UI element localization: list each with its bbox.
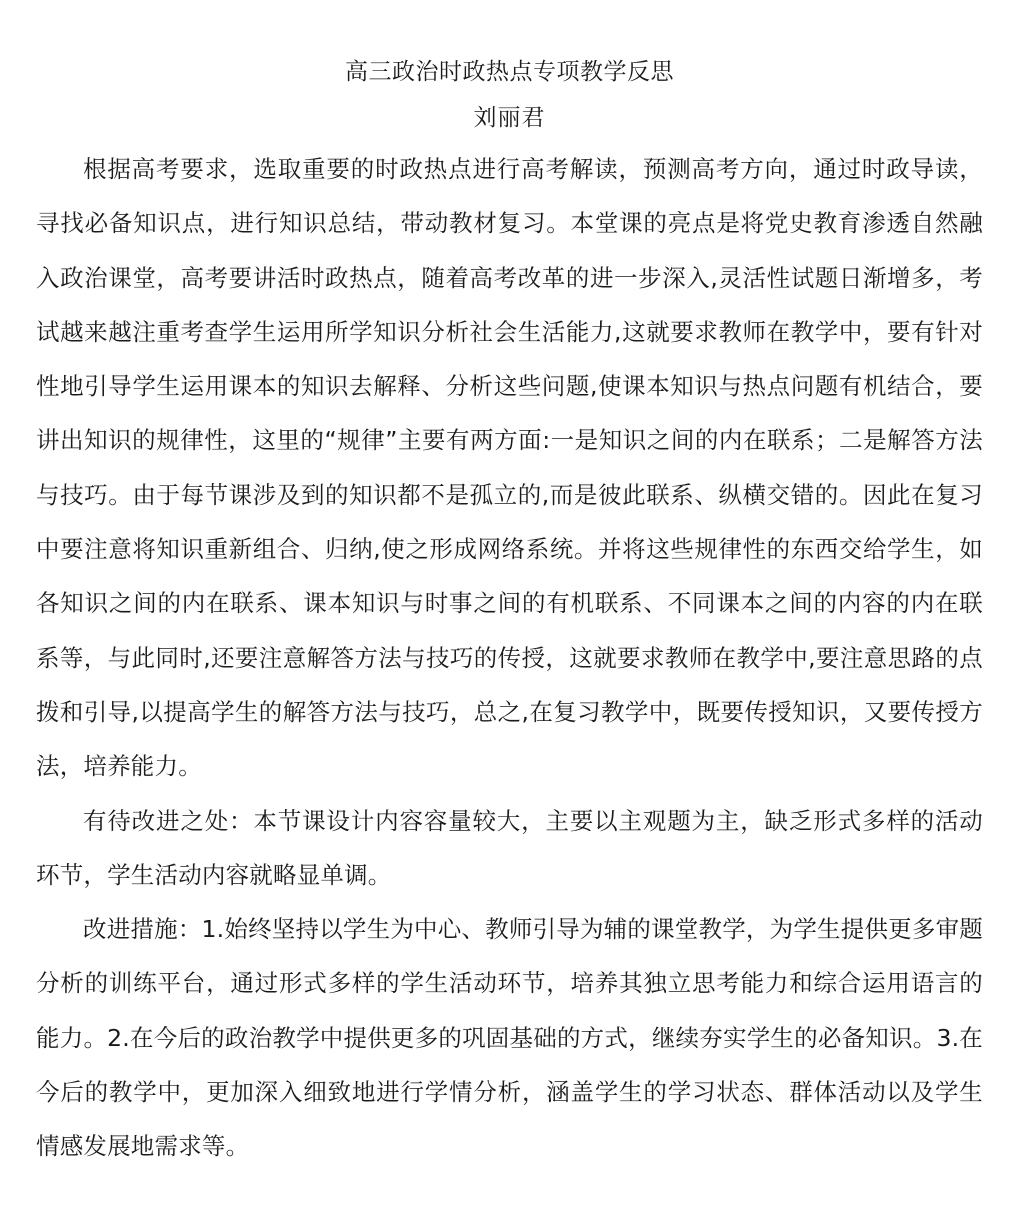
- document-title: 高三政治时政热点专项教学反思: [345, 59, 674, 85]
- paragraph-improvement-measures: 改进措施：1.始终坚持以学生为中心、教师引导为辅的课堂教学，为学生提供更多审题分析的训练平台，通过形式多样的学生活动环节，培养其独立思考能力和综合运用语言的能力。2.在今后的政治教学中提供更多的巩固基础的方式，继续夯实学生的必备知识。3.在今后的教学中，更加深入细致地进行学情分析，涵盖学生的学习状态、群体活动以及学生情感发展地需求等。: [36, 915, 983, 1161]
- paragraph-main-reflection: 根据高考要求，选取重要的时政热点进行高考解读，预测高考方向，通过时政导读，寻找必备知识点，进行知识总结，带动教材复习。本堂课的亮点是将党史教育渗透自然融入政治课堂，高考要讲活时政热点，随着高考改革的进一步深入,灵活性试题日渐增多，考试越来越注重考查学生运用所学知识分析社会生活能力,这就要求教师在教学中，要有针对性地引导学生运用课本的知识去解释、分析这些问题,使课本知识与热点问题有机结合，要讲出知识的规律性，这里的“规律”主要有两方面:一是知识之间的内在联系；二是解答方法与技巧。由于每节课涉及到的知识都不是孤立的,而是彼此联系、纵横交错的。因此在复习中要注意将知识重新组合、归纳,使之形成网络系统。并将这些规律性的东西交给学生，如各知识之间的内在联系、课本知识与时事之间的有机联系、不同课本之间的内容的内在联系等，与此同时,还要注意解答方法与技巧的传授，这就要求教师在教学中,要注意思路的点拨和引导,以提高学生的解答方法与技巧，总之,在复习教学中，既要传授知识，又要传授方法，培养能力。: [36, 155, 983, 781]
- document-author: 刘丽君: [473, 105, 546, 131]
- paragraph-improvement-areas: 有待改进之处：本节课设计内容容量较大，主要以主观题为主，缺乏形式多样的活动环节，学生活动内容就略显单调。: [36, 806, 983, 889]
